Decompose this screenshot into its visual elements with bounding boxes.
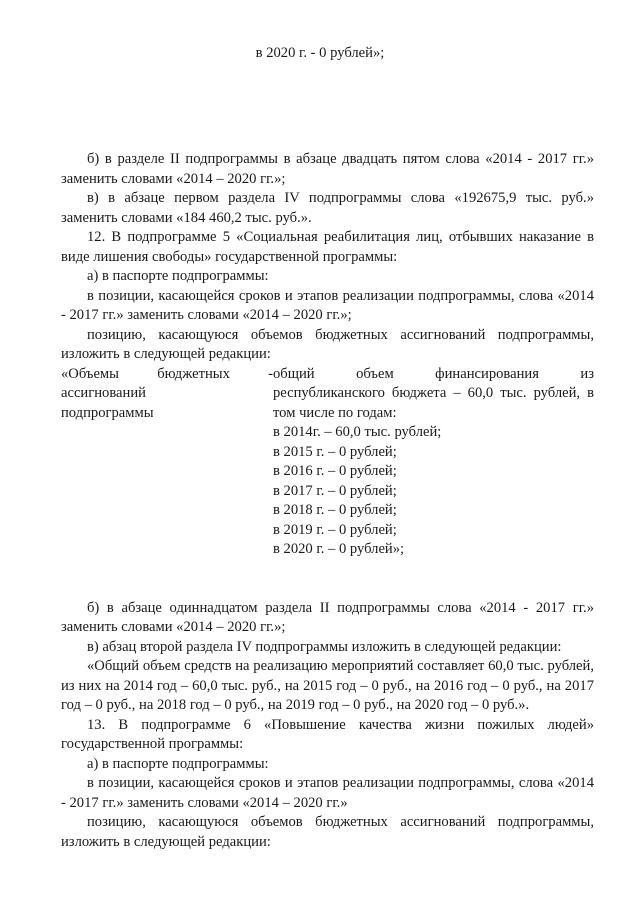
continued-line: в 2020 г. - 0 рублей»; [255,45,385,61]
paragraph: а) в паспорте подпрограммы: [87,755,269,772]
paragraph: в позиции, касающейся сроков и этапов реализации подпрограммы, слова «2014 - 2017 гг.» заменить словами «2014 – 2020 гг.» [61,775,594,811]
table-value-line: том числе по годам: [273,404,397,421]
paragraph: в позиции, касающейся сроков и этапов реализации подпрограммы, слова «2014 - 2017 гг.» заменить словами «2014 – 2020 гг.»; [61,287,594,323]
budget-allocation-table [61,365,594,560]
paragraph: позицию, касающуюся объемов бюджетных ассигнований подпрограммы, изложить в следующей редакции: [61,326,594,362]
year-amount: в 2016 г. – 0 рублей; [273,463,397,479]
paragraph: позицию, касающуюся объемов бюджетных ассигнований подпрограммы, изложить в следующей редакции: [61,814,594,850]
year-amount: в 2015 г. – 0 рублей; [273,443,397,460]
paragraph: 13. В подпрограмме 6 «Повышение качества жизни пожилых людей» государственной программы: [61,716,594,752]
year-amount: в 2020 г. – 0 рублей»; [273,541,405,557]
table-value-line: республиканского бюджета – 60,0 тыс. рублей, в [273,385,594,401]
paragraph: в) в абзаце первом раздела IV подпрограммы слова «192675,9 тыс. руб.» заменить словами «184 460,2 тыс. руб.». [61,190,594,226]
paragraph: а) в паспорте подпрограммы: [87,268,269,284]
spacer [61,560,594,599]
year-amount: в 2014г. – 60,0 тыс. рублей; [273,424,442,440]
paragraph: в) абзац второй раздела IV подпрограммы изложить в следующей редакции: [87,638,562,655]
document-body [61,150,594,852]
table-value-line: общий объем финансирования из [273,365,594,382]
paragraph: 12. В подпрограмме 5 «Социальная реабилитация лиц, отбывших наказание в виде лишения свободы» государственной программы: [61,229,594,265]
year-amount: в 2017 г. – 0 рублей; [273,482,397,499]
table-label-line: «Объемы бюджетных - [61,365,273,382]
year-amount: в 2018 г. – 0 рублей; [273,502,397,518]
table-label-line: подпрограммы [61,404,154,421]
year-amount: в 2019 г. – 0 рублей; [273,521,397,538]
paragraph: б) в разделе II подпрограммы в абзаце двадцать пятом слова «2014 - 2017 гг.» заменить словами «2014 – 2020 гг.»; [61,151,594,187]
table-label-cell [61,365,273,560]
table-value-cell [273,365,594,560]
paragraph: «Общий объем средств на реализацию мероприятий составляет 60,0 тыс. рублей, из них на 2014 год – 60,0 тыс. руб., на 2015 год – 0 руб., на 2016 год – 0 руб., на 2017 год – 0 руб., на 2018 год – 0 руб., на 2019 год – 0 руб., на 2020 год – 0 руб.». [61,658,594,713]
table-label-line: ассигнований [61,385,146,401]
paragraph: б) в абзаце одиннадцатом раздела II подпрограммы слова «2014 - 2017 гг.» заменить словами «2014 – 2020 гг.»; [61,599,594,635]
